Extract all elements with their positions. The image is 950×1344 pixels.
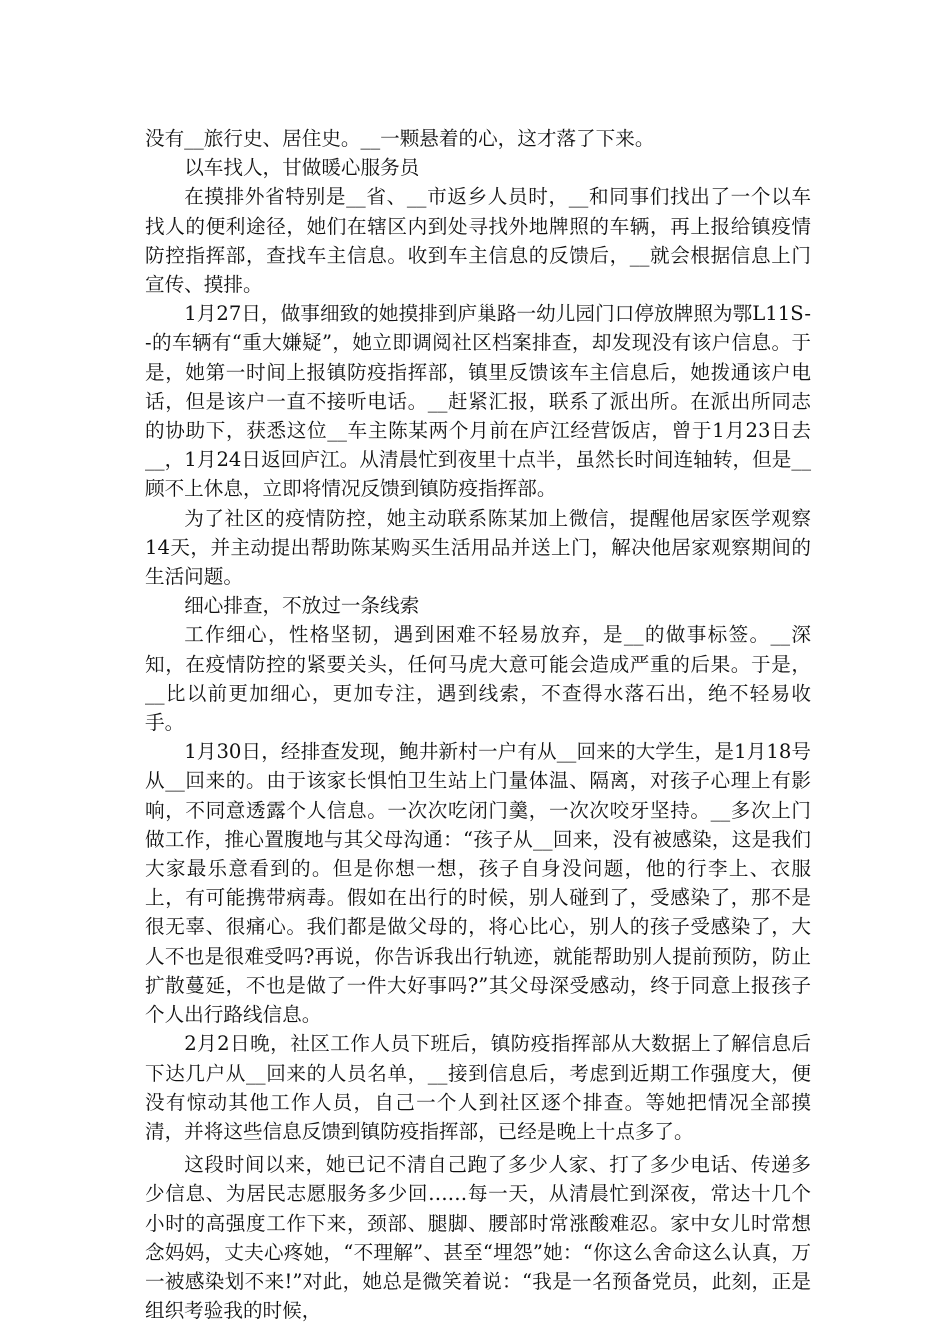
paragraph: 这段时间以来，她已记不清自己跑了多少人家、打了多少电话、传递多少信息、为居民志愿服务多少回……每一天，从清晨忙到深夜，常达十几个小时的高强度工作下来，颈部、腿脚、腰部时常涨酸难忍。家中女儿时常想念妈妈，丈夫心疼她，“不理解”、甚至“埋怨”她：“你这么舍命这么认真，万一被感染划不来!”对此，她总是微笑着说：“我是一名预备党员，此刻，正是组织考验我的时候，: [145, 1153, 811, 1323]
section-heading-careful-check: 细心排查，不放过一条线索: [184, 594, 420, 618]
paragraph-continuation: 没有__旅行史、居住史。__一颗悬着的心，这才落了下来。: [145, 127, 655, 150]
document-page: [145, 124, 811, 1325]
paragraph: 为了社区的疫情防控，她主动联系陈某加上微信，提醒他居家医学观察14天，并主动提出帮助陈某购买生活用品并送上门，解决他居家观察期间的生活问题。: [145, 506, 811, 589]
paragraph: 1月30日，经排查发现，鲍井新村一户有从__回来的大学生，是1月18号从__回来的。由于该家长惧怕卫生站上门量体温、隔离，对孩子心理上有影响，不同意透露个人信息。一次次吃闭门羹，一次次咬牙坚持。__多次上门做工作，推心置腹地与其父母沟通：“孩子从__回来，没有被感染，这是我们大家最乐意看到的。但是你想一想，孩子自身没问题，他的行李上、衣服上，有可能携带病毒。假如在出行的时候，别人碰到了，受感染了，那不是很无辜、很痛心。我们都是做父母的，将心比心，别人的孩子受感染了，大人不也是很难受吗?再说，你告诉我出行轨迹，就能帮助别人提前预防，防止扩散蔓延，不也是做了一件大好事吗?”其父母深受感动，终于同意上报孩子个人出行路线信息。: [145, 740, 811, 1027]
paragraph: 1月27日，做事细致的她摸排到庐巢路一幼儿园门口停放牌照为鄂L11S--的车辆有“重大嫌疑”，她立即调阅社区档案排查，却发现没有该户信息。于是，她第一时间上报镇防疫指挥部，镇里反馈该车主信息后，她拨通该户电话，但是该户一直不接听电话。__赶紧汇报，联系了派出所。在派出所同志的协助下，获悉这位__车主陈某两个月前在庐江经营饭店，曾于1月23日去__，1月24日返回庐江。从清晨忙到夜里十点半，虽然长时间连轴转，但是__顾不上休息，立即将情况反馈到镇防疫指挥部。: [145, 302, 811, 501]
paragraph: 在摸排外省特别是__省、__市返乡人员时，__和同事们找出了一个以车找人的便利途径，她们在辖区内到处寻找外地牌照的车辆，再上报给镇疫情防控指挥部，查找车主信息。收到车主信息的反馈后，__就会根据信息上门宣传、摸排。: [145, 185, 811, 297]
paragraph: 工作细心，性格坚韧，遇到困难不轻易放弃，是__的做事标签。__深知，在疫情防控的紧要关头，任何马虎大意可能会造成严重的后果。于是，__比以前更加细心，更加专注，遇到线索，不查得水落石出，绝不轻易收手。: [145, 623, 811, 735]
section-heading-car-search: 以车找人，甘做暖心服务员: [184, 156, 420, 180]
paragraph: 2月2日晚，社区工作人员下班后，镇防疫指挥部从大数据上了解信息后下达几户从__回来的人员名单，__接到信息后，考虑到近期工作强度大，便没有惊动其他工作人员，自己一个人到社区逐个排查。等她把情况全部摸清，并将这些信息反馈到镇防疫指挥部，已经是晚上十点多了。: [145, 1032, 811, 1143]
